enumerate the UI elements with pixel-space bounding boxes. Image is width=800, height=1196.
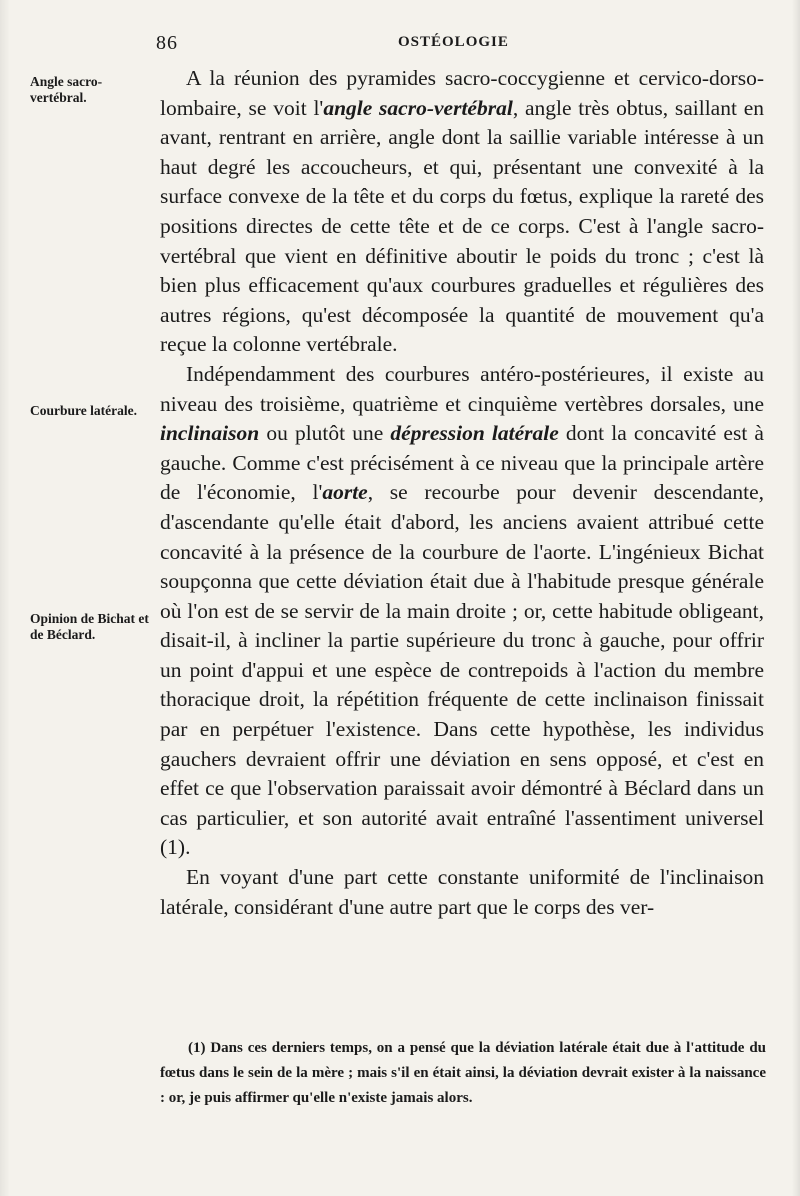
scan-shadow-left (0, 0, 10, 1196)
italic-term: aorte (322, 480, 368, 505)
margin-note-opinion: Opinion de Bichat et de Béclard. (30, 611, 149, 642)
scan-shadow-right (792, 0, 800, 1196)
page-header (0, 30, 800, 58)
paragraph-2 (160, 360, 764, 863)
text-run: , angle très obtus, saillant en avant, rentrant en arrière, angle dont la saillie variable intéresse à un haut degré les accoucheurs, et qui, présentant une convexité à la surface convexe de la tête et du corps du fœtus, explique la rareté des positions directes de cette tête et de ce corps. C'est à l'angle sacro-vertébral que vient en définitive aboutir le poids du tronc ; c'est là bien plus efficacement qu'aux courbures graduelles et régulières des autres régions, qu'est décomposée la quantité de mouvement qu'a reçue la colonne vertébrale. (160, 95, 764, 357)
footnote-text: (1) Dans ces derniers temps, on a pensé que la déviation latérale était due à l'attitude du fœtus dans le sein de la mère ; mais s'il en était ainsi, la déviation devrait exister à la naissance : or, je puis affirmer qu'elle n'existe jamais alors. (160, 1040, 766, 1106)
running-title: OSTÉOLOGIE (398, 34, 509, 50)
italic-term: inclinaison (160, 421, 260, 446)
text-run: ou plutôt une (259, 421, 391, 446)
text-run: , se recourbe pour devenir descendante, d'ascendante qu'elle était d'abord, les anciens avaient attribué cette concavité à la présence de la courbure de l'aorte. L'ingénieux Bichat soupçonna que cette déviation était due à l'habitude presque générale où l'on est de se servir de la main droite ; or, cette habitude obligeant, disait-il, à incliner la partie supérieure du tronc à gauche, pour offrir un point d'appui et une espèce de contrepoids à l'action du membre thoracique droit, la répétition fréquente de cette inclinaison finissait par en perpétuer l'existence. Dans cette hypothèse, les individus gauchers devraient offrir une déviation en sens opposé, et c'est en effet ce que l'observation paraissait avoir démontré à Béclard dans un cas particulier, et son autorité avait entraîné l'assentiment universel (1). (160, 480, 765, 860)
paragraph-1 (160, 64, 764, 360)
text-run: A la réunion des pyramides sacro-coccygienne et cervico-dorso-lombaire, se voit l' (160, 66, 764, 120)
margin-note-angle: Angle sacro-vertébral. (30, 74, 103, 105)
italic-term: dépression latérale (390, 421, 559, 446)
paragraph-3 (160, 863, 764, 922)
footnote (160, 1036, 766, 1111)
italic-term: angle sacro-vertébral (323, 95, 513, 120)
text-run: dont la concavité est à gauche. Comme c'est précisément à ce niveau que la principale artère de l'économie, l' (160, 421, 764, 505)
main-text (160, 64, 764, 922)
margin-note-courbure: Courbure latérale. (30, 403, 137, 418)
text-run: En voyant d'une part cette constante uniformité de l'inclinaison latérale, considérant d'une autre part que le corps des ver- (160, 865, 764, 919)
page-number: 86 (156, 32, 178, 54)
text-run: Indépendamment des courbures antéro-postérieures, il existe au niveau des troisième, quatrième et cinquième vertèbres dorsales, une (160, 361, 764, 416)
